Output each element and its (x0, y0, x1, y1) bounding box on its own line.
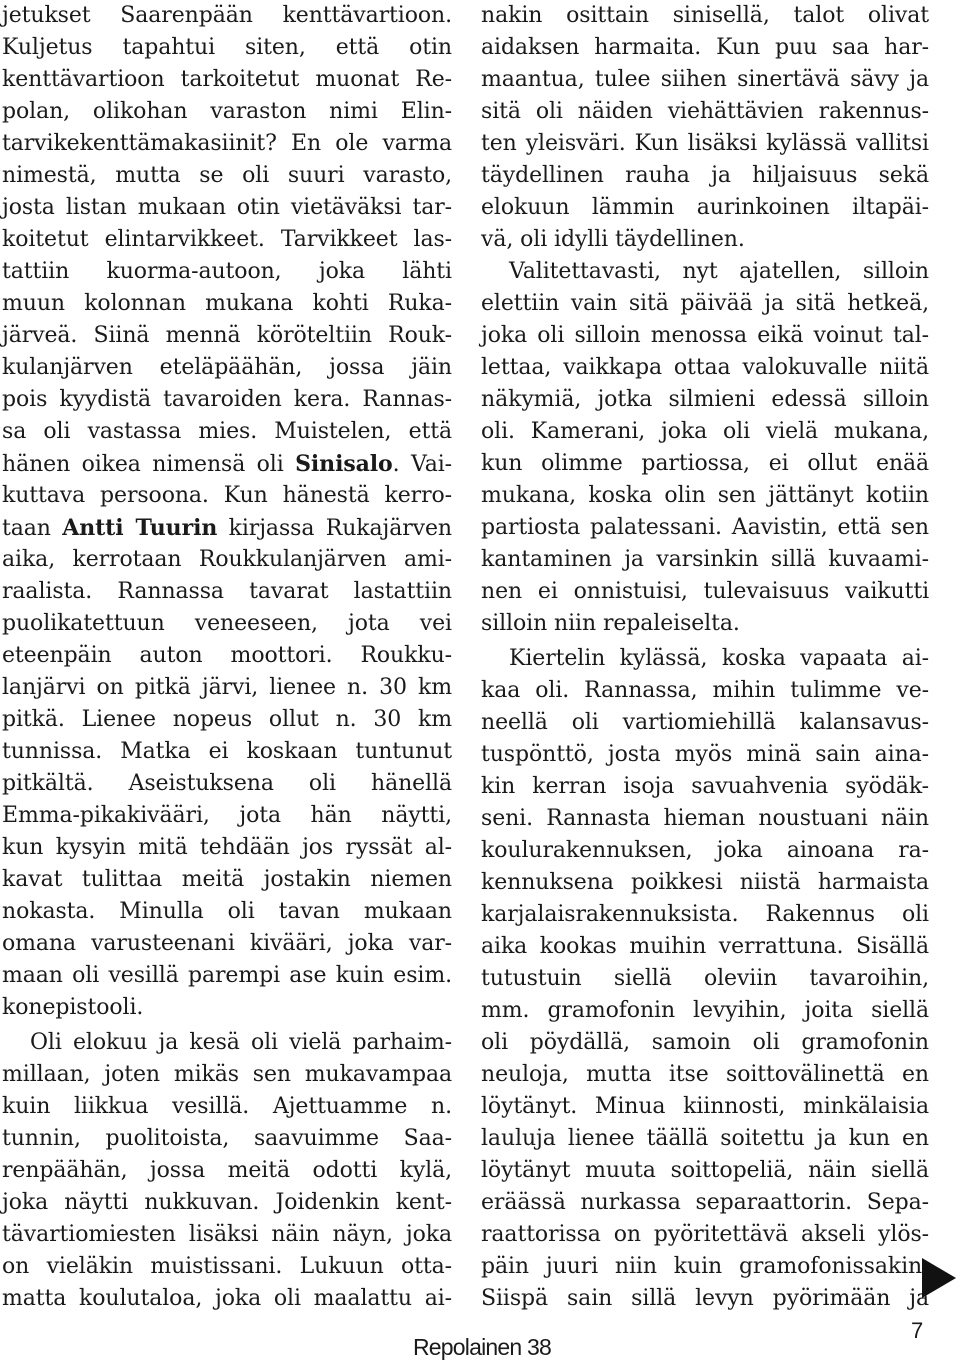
left-column-line (2, 160, 452, 192)
text-segment: nimestä, mutta se oli suuri varasto, (2, 163, 452, 188)
left-column-line (2, 928, 452, 960)
right-column-line (481, 1283, 929, 1315)
text-segment: aika, kerrotaan Roukkulanjärven ami- (2, 547, 452, 572)
left-column-line (2, 1219, 452, 1251)
right-column-line (481, 1059, 929, 1091)
text-segment: partiosta palatessani. Aavistin, että sen (481, 515, 929, 540)
text-segment: tävartiomiesten lisäksi näin näyn, joka (2, 1222, 452, 1247)
text-segment: pois kyydistä tavaroiden kera. Rannas- (2, 387, 452, 412)
right-column-line (481, 1027, 929, 1059)
right-column-line (481, 512, 929, 544)
right-column-line (481, 448, 929, 480)
text-segment: pitkä. Lienee nopeus ollut n. 30 km (2, 707, 452, 732)
right-column-line (481, 1251, 929, 1283)
left-column-line (2, 384, 452, 416)
text-segment: nokasta. Minulla oli tavan mukaan (2, 899, 452, 924)
right-column-line (481, 835, 929, 867)
right-column-line (481, 1155, 929, 1187)
text-segment: tuspönttö, josta myös minä sain aina- (481, 742, 929, 767)
text-segment: raalista. Rannassa tavarat lastattiin (2, 579, 452, 604)
text-segment: nen ei onnistuisi, tulevaisuus vaikutti (481, 579, 929, 604)
right-column-line (481, 256, 929, 288)
text-segment: tattiin kuorma-autoon, joka lähti (2, 259, 452, 284)
left-column-line (2, 736, 452, 768)
text-segment: joka näytti nukkuvan. Joidenkin kent- (2, 1190, 452, 1215)
left-column-line (2, 1091, 452, 1123)
text-segment: kantaminen ja varsinkin sillä kuvaami- (481, 547, 929, 572)
left-column-line (2, 1155, 452, 1187)
right-column-line (481, 64, 929, 96)
left-column-line (2, 96, 452, 128)
text-segment: vä, oli idylli täydellinen. (481, 227, 745, 252)
text-segment: kaa oli. Rannassa, mihin tulimme ve- (481, 678, 929, 703)
bold-name: Sinisalo (295, 451, 393, 477)
right-column-line (481, 320, 929, 352)
text-segment: löytänyt muuta soittopeliä, näin siellä (481, 1158, 929, 1183)
text-segment: Valitettavasti, nyt ajatellen, silloin (509, 259, 929, 284)
text-segment: oli pöydällä, samoin oli gramofonin (481, 1030, 929, 1055)
left-column-line (2, 544, 452, 576)
page-number: 7 (911, 1318, 924, 1343)
text-segment: mukana, koska olin sen jättänyt kotiin (481, 483, 929, 508)
text-segment: joka oli silloin menossa eikä voinut tal- (481, 323, 929, 348)
left-column-line (2, 960, 452, 992)
text-segment: maantua, tulee siihen sinertävä sävy ja (481, 67, 929, 92)
right-column-line (481, 1187, 929, 1219)
left-column-line (2, 320, 452, 352)
text-segment: maan oli vesillä parempi ase kuin esim. (2, 963, 452, 988)
text-segment: kulanjärven eteläpäähän, jossa jäin (2, 355, 452, 380)
text-segment: tarvikekenttämakasiinit? En ole varma (2, 131, 452, 156)
left-column-line (2, 32, 452, 64)
right-column-line (481, 160, 929, 192)
text-segment: neuloja, mutta itse soittovälinettä en (481, 1062, 929, 1087)
left-column-line (2, 672, 452, 704)
text-segment: kirjassa Rukajärven (217, 516, 452, 541)
text-segment: josta listan mukaan otin vietäväksi tar- (2, 195, 452, 220)
text-segment: neellä oli vartiomiehillä kalansavus- (481, 710, 929, 735)
text-segment: eräässä nurkassa separaattorin. Sepa- (481, 1190, 929, 1215)
right-column-line (481, 128, 929, 160)
right-column-line (481, 1219, 929, 1251)
left-column-line (2, 448, 452, 480)
text-segment: omana varusteenani kivääri, joka var- (2, 931, 452, 956)
left-column-line (2, 288, 452, 320)
text-segment: renpäähän, jossa meitä odotti kylä, (2, 1158, 452, 1183)
text-segment: millaan, joten mikäs sen mukavampaa (2, 1062, 452, 1087)
text-segment: koulurakennuksen, joka ainoana ra- (481, 838, 929, 863)
text-segment: kuttava persoona. Kun hänestä kerro- (2, 483, 452, 508)
text-segment: polan, olikohan varaston nimi Elin- (2, 99, 452, 124)
bold-name: Antti Tuurin (62, 515, 218, 541)
text-segment: tunnin, puolitoista, saavuimme Saa- (2, 1126, 452, 1151)
right-column-line (481, 803, 929, 835)
text-segment: tutustuin siellä oleviin tavaroihin, (481, 966, 929, 991)
right-column-line (481, 224, 929, 256)
text-segment: näkymiä, jotka silmieni edessä silloin (481, 387, 929, 412)
left-column-line (2, 704, 452, 736)
left-column-line (2, 1059, 452, 1091)
text-segment: pitkältä. Aseistuksena oli hänellä (2, 771, 452, 796)
right-column-line (481, 1091, 929, 1123)
text-segment: elokuun lämmin aurinkoinen iltapäi- (481, 195, 929, 220)
text-segment: on vieläkin muistissani. Lukuun otta- (2, 1254, 452, 1279)
text-segment: elettiin vain sitä päivää ja sitä hetkeä, (481, 291, 929, 316)
text-segment: aika kookas muihin verrattuna. Sisällä (481, 934, 929, 959)
text-segment: Oli elokuu ja kesä oli vielä parhaim- (30, 1030, 452, 1055)
right-column-line (481, 480, 929, 512)
text-segment: päin juuri niin kuin gramofonissakin. (481, 1254, 929, 1279)
left-column-line (2, 832, 452, 864)
text-segment: kennuksena poikkesi niistä harmaista (481, 870, 929, 895)
left-column-line (2, 416, 452, 448)
text-segment: lauluja lienee täällä soitettu ja kun en (481, 1126, 929, 1151)
text-segment: aidaksen harmaita. Kun puu saa har- (481, 35, 929, 60)
text-segment: hänen oikea nimensä oli (2, 452, 296, 477)
left-column-line (2, 64, 452, 96)
right-column-line (481, 384, 929, 416)
left-column-line (2, 1187, 452, 1219)
right-column-line (481, 707, 929, 739)
text-segment: raattorissa on pyöritettävä akseli ylös- (481, 1222, 929, 1247)
right-column-line (481, 544, 929, 576)
text-segment: järveä. Siinä mennä köröteltiin Rouk- (2, 323, 452, 348)
left-column-line (2, 864, 452, 896)
text-segment: löytänyt. Minua kiinnosti, minkälaisia (481, 1094, 929, 1119)
text-segment: Kiertelin kylässä, koska vapaata ai- (509, 646, 929, 671)
text-segment: lanjärvi on pitkä järvi, lienee n. 30 km (2, 675, 452, 700)
text-segment: mm. gramofonin levyihin, joita siellä (481, 998, 929, 1023)
left-column-line (2, 256, 452, 288)
text-segment: silloin niin repaleiselta. (481, 611, 740, 636)
left-column-line (2, 768, 452, 800)
left-column-line (2, 896, 452, 928)
text-segment: konepistooli. (2, 995, 144, 1020)
left-column-line (2, 640, 452, 672)
text-segment: seni. Rannasta hieman noustuani näin (481, 806, 929, 831)
right-column-line (481, 576, 929, 608)
right-column-line (481, 931, 929, 963)
text-segment: sitä oli näiden viehättävien rakennus- (481, 99, 929, 124)
right-column-line (481, 32, 929, 64)
text-segment: eteenpäin auton moottori. Roukku- (2, 643, 452, 668)
text-segment: nakin osittain sinisellä, talot olivat (481, 3, 929, 28)
left-column-line (2, 480, 452, 512)
right-text-column (481, 0, 929, 1315)
left-column-line (2, 608, 452, 640)
right-column-line (481, 416, 929, 448)
text-segment: täydellinen rauha ja hiljaisuus sekä (481, 163, 929, 188)
text-segment: . Vai- (392, 452, 452, 477)
text-segment: lettaa, vaikkapa ottaa valokuvalle niitä (481, 355, 929, 380)
right-column-line (481, 288, 929, 320)
text-segment: kun kysyin mitä tehdään jos ryssät al- (2, 835, 452, 860)
left-column-line (2, 192, 452, 224)
text-segment: kavat tulittaa meitä jostakin niemen (2, 867, 452, 892)
left-column-line (2, 1251, 452, 1283)
text-segment: kin kerran isoja savuahvenia syödäk- (481, 774, 929, 799)
left-text-column (2, 0, 452, 1315)
left-column-line (2, 512, 452, 544)
right-column-line (481, 643, 929, 675)
right-column-line (481, 192, 929, 224)
text-segment: muun kolonnan mukana kohti Ruka- (2, 291, 452, 316)
text-segment: oli. Kamerani, joka oli vielä mukana, (481, 419, 929, 444)
text-segment: ten yleisväri. Kun lisäksi kylässä vallitsi (481, 131, 929, 156)
right-column-line (481, 608, 929, 640)
left-column-line (2, 800, 452, 832)
right-column-line (481, 96, 929, 128)
text-segment: jetukset Saarenpään kenttävartioon. (2, 3, 452, 28)
next-page-arrow-icon[interactable] (922, 1258, 956, 1298)
magazine-footer-title: Repolainen 38 (413, 1334, 551, 1360)
text-segment: koitetut elintarvikkeet. Tarvikkeet las- (2, 227, 452, 252)
text-segment: Emma-pikakivääri, jota hän näytti, (2, 803, 452, 828)
right-column-line (481, 995, 929, 1027)
right-column-line (481, 352, 929, 384)
right-column-line (481, 675, 929, 707)
text-segment: puolikatettuun veneeseen, jota vei (2, 611, 452, 636)
left-column-line (2, 1283, 452, 1315)
left-column-line (2, 352, 452, 384)
text-segment: karjalaisrakennuksista. Rakennus oli (481, 902, 929, 927)
left-column-line (2, 1123, 452, 1155)
left-column-line (2, 1027, 452, 1059)
left-column-line (2, 576, 452, 608)
text-segment: kenttävartioon tarkoitetut muonat Re- (2, 67, 452, 92)
text-segment: kun olimme partiossa, ei ollut enää (481, 451, 929, 476)
text-segment: Siispä sain sillä levyn pyörimään ja (481, 1286, 929, 1311)
text-segment: taan (2, 516, 63, 541)
text-segment: sa oli vastassa mies. Muistelen, että (2, 419, 452, 444)
right-column-line (481, 1123, 929, 1155)
text-segment: matta koulutaloa, joka oli maalattu ai- (2, 1286, 452, 1311)
right-column-line (481, 899, 929, 931)
right-column-line (481, 771, 929, 803)
text-segment: tunnissa. Matka ei koskaan tuntunut (2, 739, 452, 764)
text-segment: kuin liikkua vesillä. Ajettuamme n. (2, 1094, 452, 1119)
right-column-line (481, 867, 929, 899)
left-column-line (2, 0, 452, 32)
right-column-line (481, 963, 929, 995)
left-column-line (2, 128, 452, 160)
left-column-line (2, 992, 452, 1024)
right-column-line (481, 0, 929, 32)
right-column-line (481, 739, 929, 771)
text-segment: Kuljetus tapahtui siten, että otin (2, 35, 452, 60)
left-column-line (2, 224, 452, 256)
